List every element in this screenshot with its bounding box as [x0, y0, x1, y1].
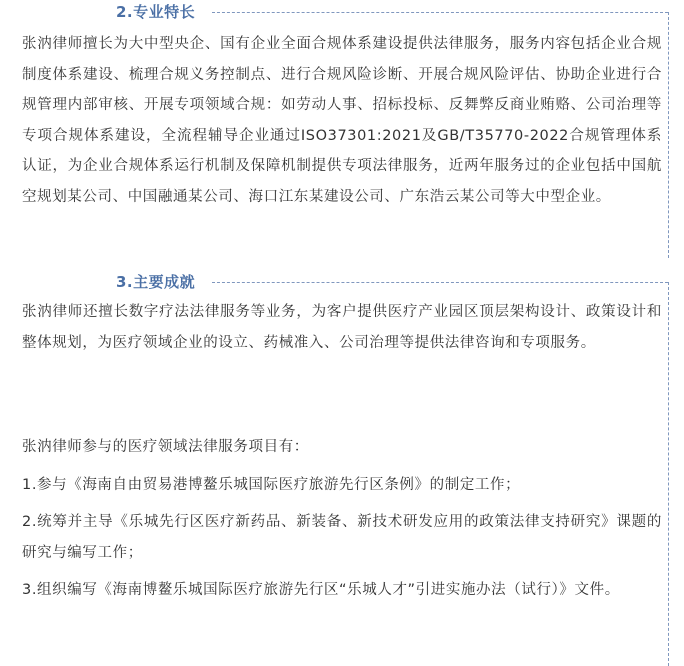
section-title: 2.专业特长 [116, 3, 196, 21]
project-item-1: 1.参与《海南自由贸易港博鳌乐城国际医疗旅游先行区条例》的制定工作； [22, 477, 521, 493]
projects-intro: 张汭律师参与的医疗领域法律服务项目有： [22, 439, 309, 455]
section-header-specialties [0, 1, 684, 23]
section-title: 3.主要成就 [116, 273, 196, 291]
header-dashed-divider [212, 282, 668, 283]
project-item-3: 3.组织编写《海南博鳌乐城国际医疗旅游先行区“乐城人才”引进实施办法（试行）》文件。 [22, 582, 620, 598]
section-border-right [668, 12, 669, 258]
specialties-paragraph: 张汭律师擅长为大中型央企、国有企业全面合规体系建设提供法律服务，服务内容包括企业合规制度体系建设、梳理合规义务控制点、进行合规风险诊断、开展合规风险评估、协助企业进行合规管理内部审核、开展专项领域合规：如劳动人事、招标投标、反舞弊反商业贿赂、公司治理等专项合规体系建设，全流程辅导企业通过ISO37301:2021及GB/T35770-2022合规管理体系认证，为企业合规体系运行机制及保障机制提供专项法律服务，近两年服务过的企业包括中国航空规划某公司、中国融通某公司、海口江东某建设公司、广东浩云某公司等大中型企业。 [22, 36, 662, 205]
project-item-2: 2.统筹并主导《乐城先行区医疗新药品、新装备、新技术研发应用的政策法律支持研究》课题的研究与编写工作； [22, 514, 662, 561]
achievements-paragraph: 张汭律师还擅长数字疗法法律服务等业务，为客户提供医疗产业园区顶层架构设计、政策设计和整体规划，为医疗领域企业的设立、药械准入、公司治理等提供法律咨询和专项服务。 [22, 304, 662, 351]
section-border-right [668, 282, 669, 666]
header-dashed-divider [212, 12, 668, 13]
section-header-achievements [0, 271, 684, 293]
